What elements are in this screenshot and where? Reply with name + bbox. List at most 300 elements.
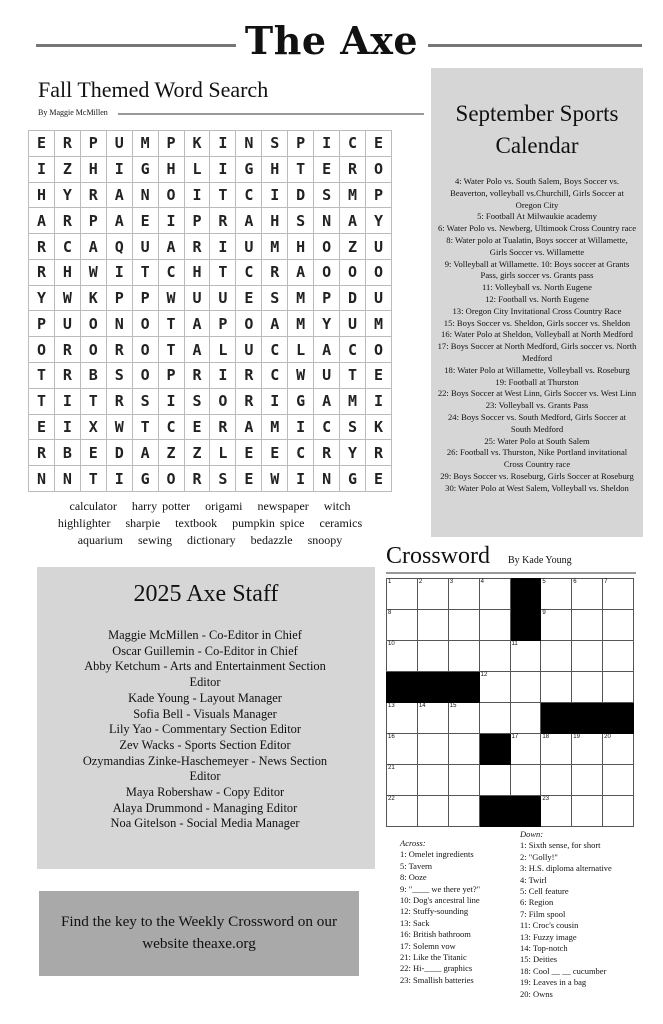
word-search-cell: P <box>210 311 236 337</box>
word-search-cell: Z <box>184 440 210 466</box>
word-search-cell: O <box>314 259 340 285</box>
word-search-cell: S <box>262 131 288 157</box>
crossword-across-clues <box>400 838 515 986</box>
crossword-cell <box>572 610 603 641</box>
sports-calendar-item: 8: Water polo at Tualatin, Boys soccer at Willamette, Girls Soccer vs. Willamette <box>446 234 628 257</box>
word-search-cell: M <box>340 388 366 414</box>
across-clue: 8: Ooze <box>400 872 427 883</box>
word-list-item: highlighter <box>57 516 111 530</box>
word-search-row <box>29 259 392 285</box>
word-search-cell: H <box>262 208 288 234</box>
word-search-cell: R <box>106 337 132 363</box>
word-search-cell: G <box>236 156 262 182</box>
staff-member: Sofia Bell - Visuals Manager <box>133 706 277 721</box>
down-clue: 13: Fuzzy image <box>520 931 577 942</box>
crossword-row <box>387 734 634 765</box>
word-search-cell: P <box>184 208 210 234</box>
across-clue: 12: Stuffy-sounding <box>400 906 469 917</box>
word-search-row <box>29 466 392 492</box>
word-search-cell: C <box>340 337 366 363</box>
crossword-title: Crossword <box>386 543 491 569</box>
staff-member: Zev Wacks - Sports Section Editor <box>119 737 291 752</box>
word-search-cell: I <box>210 131 236 157</box>
crossword-cell <box>541 765 572 796</box>
word-search-cell: E <box>314 156 340 182</box>
word-search-cell: R <box>29 234 55 260</box>
word-search-cell: C <box>158 414 184 440</box>
down-clue: 14: Top-notch <box>520 943 568 954</box>
word-search-cell: O <box>365 337 391 363</box>
crossword-black-cell <box>572 703 603 734</box>
crossword-cell <box>572 765 603 796</box>
crossword-grid <box>386 578 634 827</box>
word-search-cell: P <box>29 311 55 337</box>
word-search-row <box>29 311 392 337</box>
sports-calendar-item: 22: Boys Soccer at West Linn, Girls Soccer vs. West Linn <box>437 388 637 399</box>
crossword-cell <box>510 703 541 734</box>
crossword-cell-number: 10 <box>388 641 395 647</box>
crossword-black-cell <box>541 703 572 734</box>
sports-calendar-title: September Sports Calendar <box>455 101 619 158</box>
crossword-cell <box>448 734 479 765</box>
word-search-cell: H <box>80 156 106 182</box>
word-search-cell: Z <box>54 156 80 182</box>
crossword-cell <box>448 579 479 610</box>
across-clue: 17: Solemn vow <box>400 940 456 951</box>
word-search-cell: Y <box>340 440 366 466</box>
word-search-cell: K <box>365 414 391 440</box>
across-clue: 10: Dog's ancestral line <box>400 895 480 906</box>
word-search-cell: U <box>365 234 391 260</box>
staff-title: 2025 Axe Staff <box>133 581 279 607</box>
crossword-black-cell <box>479 796 510 827</box>
word-search-cell: W <box>80 259 106 285</box>
crossword-cell-number: 17 <box>511 734 519 740</box>
crossword-cell-number: 2 <box>418 579 423 585</box>
crossword-cell <box>541 796 572 827</box>
word-search-cell: O <box>340 259 366 285</box>
sports-calendar-item: 24: Boys Soccer vs. South Medford, Girls Soccer at South Medford <box>447 411 627 434</box>
word-search-cell: S <box>132 388 158 414</box>
word-search-cell: H <box>288 234 314 260</box>
crossword-black-cell <box>510 610 541 641</box>
crossword-cell-number: 7 <box>604 579 608 585</box>
word-search-cell: I <box>262 182 288 208</box>
word-search-cell: O <box>236 311 262 337</box>
word-search-cell: I <box>314 131 340 157</box>
down-heading: Down: <box>520 829 544 839</box>
crossword-row <box>387 579 634 610</box>
down-clue: 15: Deities <box>520 954 558 965</box>
word-search-cell: U <box>184 285 210 311</box>
word-search-cell: S <box>314 182 340 208</box>
word-search-cell: E <box>365 131 391 157</box>
crossword-black-cell <box>448 672 479 703</box>
sports-calendar-item: 17: Boys Soccer at North Medford, Girls soccer vs. North Medford <box>437 341 637 363</box>
word-search-cell: W <box>288 363 314 389</box>
word-search-cell: B <box>54 440 80 466</box>
crossword-cell <box>603 796 634 827</box>
down-clue: 11: Croc's cousin <box>520 920 579 931</box>
word-search-cell: Q <box>106 234 132 260</box>
crossword-cell-number: 13 <box>388 703 395 709</box>
word-search-cell: U <box>106 131 132 157</box>
word-search-row <box>29 285 392 311</box>
word-search-cell: U <box>210 285 236 311</box>
word-search-cell: L <box>210 440 236 466</box>
word-search-cell: S <box>262 285 288 311</box>
word-search-cell: N <box>236 131 262 157</box>
word-search-cell: O <box>314 234 340 260</box>
word-search-cell: R <box>106 388 132 414</box>
word-search-cell: E <box>236 440 262 466</box>
crossword-cell <box>417 579 448 610</box>
sports-calendar-item: 9: Volleyball at Willamette. 10: Boys soccer at Grants Pass, girls soccer vs. Grants pass <box>444 258 630 281</box>
crossword-cell-number: 12 <box>480 672 488 678</box>
crossword-cell <box>541 579 572 610</box>
staff-member: Ozymandias Zinke-Haschemeyer - News Section Editor <box>82 753 328 784</box>
word-search-cell: C <box>236 182 262 208</box>
word-search-cell: R <box>54 363 80 389</box>
word-search-cell: A <box>262 311 288 337</box>
crossword-cell <box>417 734 448 765</box>
down-clue: 18: Cool __ __ cucumber <box>520 965 607 976</box>
word-list-line <box>28 515 392 532</box>
word-search-cell: I <box>288 466 314 492</box>
word-search-cell: I <box>158 388 184 414</box>
crossword-cell <box>417 765 448 796</box>
word-search-cell: I <box>210 156 236 182</box>
word-search-cell: R <box>365 440 391 466</box>
word-list-item: pumpkin spice <box>232 516 305 530</box>
crossword-cell <box>603 734 634 765</box>
sports-calendar-item: 26: Football vs. Thurston, Nike Portland invitational Cross Country race <box>446 447 628 470</box>
staff-member: Kade Young - Layout Manager <box>128 690 282 705</box>
down-clue: 4: Twirl <box>520 874 547 885</box>
word-search-cell: P <box>106 285 132 311</box>
crossword-black-cell <box>603 703 634 734</box>
word-search-cell: A <box>29 208 55 234</box>
word-search-cell: U <box>340 311 366 337</box>
word-search-cell: N <box>132 182 158 208</box>
word-search-cell: W <box>158 285 184 311</box>
word-search-cell: P <box>158 363 184 389</box>
word-list-item: textbook <box>175 516 218 530</box>
sports-calendar-item: 4: Water Polo vs. South Salem, Boys Soccer vs. Beaverton, volleyball vs.Churchill, Girls Soccer at Oregon City <box>450 176 624 210</box>
word-search-cell: I <box>184 182 210 208</box>
word-search-cell: A <box>314 388 340 414</box>
crossword-cell <box>417 610 448 641</box>
word-list-item: newspaper <box>257 499 309 513</box>
word-search-cell: M <box>288 311 314 337</box>
word-search-cell: R <box>29 259 55 285</box>
word-search-cell: U <box>236 234 262 260</box>
word-search-cell: P <box>288 131 314 157</box>
word-search-cell: R <box>236 388 262 414</box>
word-search-cell: E <box>236 466 262 492</box>
word-search-cell: O <box>158 182 184 208</box>
word-search-cell: M <box>132 131 158 157</box>
word-search-cell: R <box>54 208 80 234</box>
word-search-cell: U <box>54 311 80 337</box>
sports-calendar-item: 15: Boys Soccer vs. Sheldon, Girls soccer vs. Sheldon <box>443 317 631 328</box>
word-search-cell: A <box>184 311 210 337</box>
crossword-cell-number: 21 <box>388 765 395 771</box>
crossword-cell <box>541 734 572 765</box>
crossword-black-cell <box>417 672 448 703</box>
word-search-cell: R <box>80 182 106 208</box>
sports-calendar-list <box>437 176 637 495</box>
crossword-cell <box>603 641 634 672</box>
staff-list <box>80 628 330 832</box>
word-search-cell: I <box>106 156 132 182</box>
sports-calendar-item: 5: Football At Milwaukie academy <box>477 211 597 222</box>
word-search-cell: C <box>158 259 184 285</box>
word-search-cell: N <box>314 466 340 492</box>
crossword-cell-number: 18 <box>542 734 550 740</box>
sports-calendar-item: 23: Volleyball vs. Grants Pass <box>485 400 589 411</box>
word-search-row <box>29 234 392 260</box>
word-search-cell: R <box>314 440 340 466</box>
crossword-cell <box>510 641 541 672</box>
word-search-cell: S <box>106 363 132 389</box>
word-list-item: snoopy <box>307 533 343 547</box>
crossword-cell <box>603 672 634 703</box>
word-search-cell: N <box>106 311 132 337</box>
word-search-cell: E <box>262 440 288 466</box>
word-search-cell: O <box>80 337 106 363</box>
word-search-cell: Z <box>158 440 184 466</box>
word-search-row <box>29 388 392 414</box>
word-search-title: Fall Themed Word Search <box>38 77 269 102</box>
word-search-cell: A <box>236 208 262 234</box>
staff-member: Oscar Guillemin - Co-Editor in Chief <box>112 643 298 658</box>
down-clue: 5: Cell feature <box>520 886 569 897</box>
word-search-cell: C <box>340 131 366 157</box>
sports-calendar-item: 12: Football vs. North Eugene <box>485 293 589 304</box>
crossword-cell <box>572 641 603 672</box>
word-search-word-list <box>28 498 392 549</box>
word-search-cell: E <box>365 466 391 492</box>
word-search-cell: G <box>132 466 158 492</box>
word-search-cell: T <box>288 156 314 182</box>
crossword-cell-number: 16 <box>388 734 395 740</box>
word-search-cell: O <box>132 311 158 337</box>
word-list-item: aquarium <box>77 533 124 547</box>
crossword-cell <box>572 579 603 610</box>
sports-calendar-item: 19: Football at Thurston <box>495 376 579 387</box>
crossword-row <box>387 672 634 703</box>
word-list-item: harry potter <box>131 499 191 513</box>
word-search-cell: E <box>184 414 210 440</box>
crossword-cell <box>603 610 634 641</box>
crossword-cell <box>541 610 572 641</box>
word-search-cell: I <box>365 388 391 414</box>
crossword-black-cell <box>479 734 510 765</box>
word-search-row <box>29 440 392 466</box>
word-search-cell: P <box>158 131 184 157</box>
word-search-cell: Y <box>54 182 80 208</box>
word-search-cell: D <box>106 440 132 466</box>
crossword-cell <box>541 672 572 703</box>
crossword-cell <box>387 765 418 796</box>
word-search-cell: G <box>340 466 366 492</box>
word-list-item: ceramics <box>319 516 363 530</box>
crossword-cell <box>387 796 418 827</box>
crossword-cell <box>417 703 448 734</box>
word-search-cell: A <box>158 234 184 260</box>
word-search-cell: C <box>314 414 340 440</box>
crossword-cell-number: 14 <box>418 703 426 709</box>
word-search-cell: I <box>158 208 184 234</box>
word-search-cell: T <box>210 259 236 285</box>
sports-calendar-item: 16: Water Polo at Sheldon, Volleyball at North Medford <box>441 329 633 340</box>
crossword-rule <box>386 572 636 574</box>
word-search-row <box>29 337 392 363</box>
word-search-cell: N <box>314 208 340 234</box>
across-clue: 21: Like the Titanic <box>400 952 467 963</box>
crossword-down-clues <box>520 829 645 1000</box>
across-clue: 1: Omelet ingredients <box>400 849 474 860</box>
crossword-black-cell <box>510 796 541 827</box>
word-search-cell: A <box>80 234 106 260</box>
word-list-item: calculator <box>69 499 117 513</box>
word-list-line <box>28 532 392 549</box>
across-clue: 13: Sack <box>400 917 430 928</box>
word-search-cell: Z <box>340 234 366 260</box>
word-search-cell: P <box>132 285 158 311</box>
word-search-cell: H <box>29 182 55 208</box>
sports-calendar-item: 25: Water Polo at South Salem <box>484 435 590 446</box>
word-search-cell: R <box>340 156 366 182</box>
staff-member: Noa Gitelson - Social Media Manager <box>110 816 300 831</box>
word-search-cell: C <box>288 440 314 466</box>
crossword-cell <box>387 734 418 765</box>
word-list-item: sharpie <box>125 516 161 530</box>
crossword-cell <box>417 641 448 672</box>
crossword-cell-number: 11 <box>511 641 518 647</box>
crossword-cell <box>510 672 541 703</box>
word-search-cell: H <box>184 259 210 285</box>
word-search-cell: M <box>262 414 288 440</box>
word-search-cell: S <box>288 208 314 234</box>
word-search-cell: T <box>158 311 184 337</box>
down-clue: 2: "Golly!" <box>520 851 558 862</box>
across-clue: 16: British bathroom <box>400 929 471 940</box>
word-search-cell: L <box>184 156 210 182</box>
word-list-item: origami <box>205 499 243 513</box>
crossword-cell <box>448 703 479 734</box>
word-search-cell: O <box>132 337 158 363</box>
word-search-cell: C <box>236 259 262 285</box>
sports-calendar-item: 6: Water Polo vs. Newberg, Ultimook Cross Country race <box>437 223 637 234</box>
word-search-cell: E <box>365 363 391 389</box>
word-search-cell: N <box>29 466 55 492</box>
down-clue: 1: Sixth sense, for short <box>520 840 601 851</box>
word-search-cell: T <box>158 337 184 363</box>
word-search-cell: S <box>210 466 236 492</box>
across-clue: 23: Smallish batteries <box>400 974 474 985</box>
word-search-cell: E <box>132 208 158 234</box>
crossword-cell-number: 8 <box>388 610 392 616</box>
sports-calendar-item: 29: Boys Soccer vs. Roseburg, Girls Soccer at Roseburg <box>440 470 634 481</box>
word-search-cell: I <box>106 466 132 492</box>
crossword-cell-number: 9 <box>542 610 546 616</box>
down-clue: 6: Region <box>520 897 554 908</box>
word-search-cell: I <box>288 414 314 440</box>
word-search-byline: By Maggie McMillen <box>38 108 108 117</box>
word-search-cell: T <box>80 388 106 414</box>
word-list-item: sewing <box>138 533 173 547</box>
word-search-cell: P <box>80 131 106 157</box>
word-search-cell: T <box>210 182 236 208</box>
crossword-cell-number: 1 <box>388 579 392 585</box>
word-search-cell: O <box>158 466 184 492</box>
word-search-cell: A <box>106 208 132 234</box>
word-search-cell: L <box>210 337 236 363</box>
word-search-cell: U <box>314 363 340 389</box>
word-search-cell: U <box>365 285 391 311</box>
word-search-cell: R <box>184 466 210 492</box>
crossword-cell <box>479 703 510 734</box>
crossword-cell <box>387 579 418 610</box>
crossword-cell-number: 22 <box>388 796 395 802</box>
crossword-cell <box>448 765 479 796</box>
sports-calendar-item: 13: Oregon City Invitational Cross Country Race <box>452 305 622 316</box>
word-search-cell: T <box>29 388 55 414</box>
crossword-cell <box>479 672 510 703</box>
word-search-cell: I <box>106 259 132 285</box>
word-search-cell: P <box>365 182 391 208</box>
word-list-item: dictionary <box>187 533 236 547</box>
word-search-cell: O <box>29 337 55 363</box>
crossword-cell-number: 6 <box>573 579 577 585</box>
word-search-cell: M <box>365 311 391 337</box>
word-list-item: bedazzle <box>250 533 293 547</box>
word-search-cell: A <box>236 414 262 440</box>
crossword-cell <box>448 641 479 672</box>
word-search-cell: H <box>54 259 80 285</box>
word-search-grid <box>28 130 392 492</box>
word-search-cell: O <box>365 259 391 285</box>
word-search-cell: I <box>54 414 80 440</box>
down-clue: 20: Owns <box>520 988 553 999</box>
word-search-cell: M <box>288 285 314 311</box>
word-search-cell: T <box>80 466 106 492</box>
word-search-cell: R <box>29 440 55 466</box>
word-search-cell: G <box>288 388 314 414</box>
word-search-cell: W <box>54 285 80 311</box>
staff-member: Alaya Drummond - Managing Editor <box>112 800 298 815</box>
word-search-cell: U <box>236 337 262 363</box>
crossword-cell <box>603 579 634 610</box>
word-search-cell: E <box>29 414 55 440</box>
word-search-row <box>29 131 392 157</box>
staff-member: Abby Ketchum - Arts and Entertainment Section Editor <box>84 659 326 690</box>
word-search-cell: O <box>210 388 236 414</box>
word-search-row <box>29 208 392 234</box>
word-search-cell: H <box>158 156 184 182</box>
crossword-cell <box>448 610 479 641</box>
crossword-cell <box>541 641 572 672</box>
word-search-cell: R <box>262 259 288 285</box>
crossword-cell <box>510 765 541 796</box>
crossword-cell <box>572 734 603 765</box>
word-search-cell: C <box>54 234 80 260</box>
crossword-cell <box>479 765 510 796</box>
word-search-cell: R <box>54 337 80 363</box>
word-search-cell: A <box>288 259 314 285</box>
